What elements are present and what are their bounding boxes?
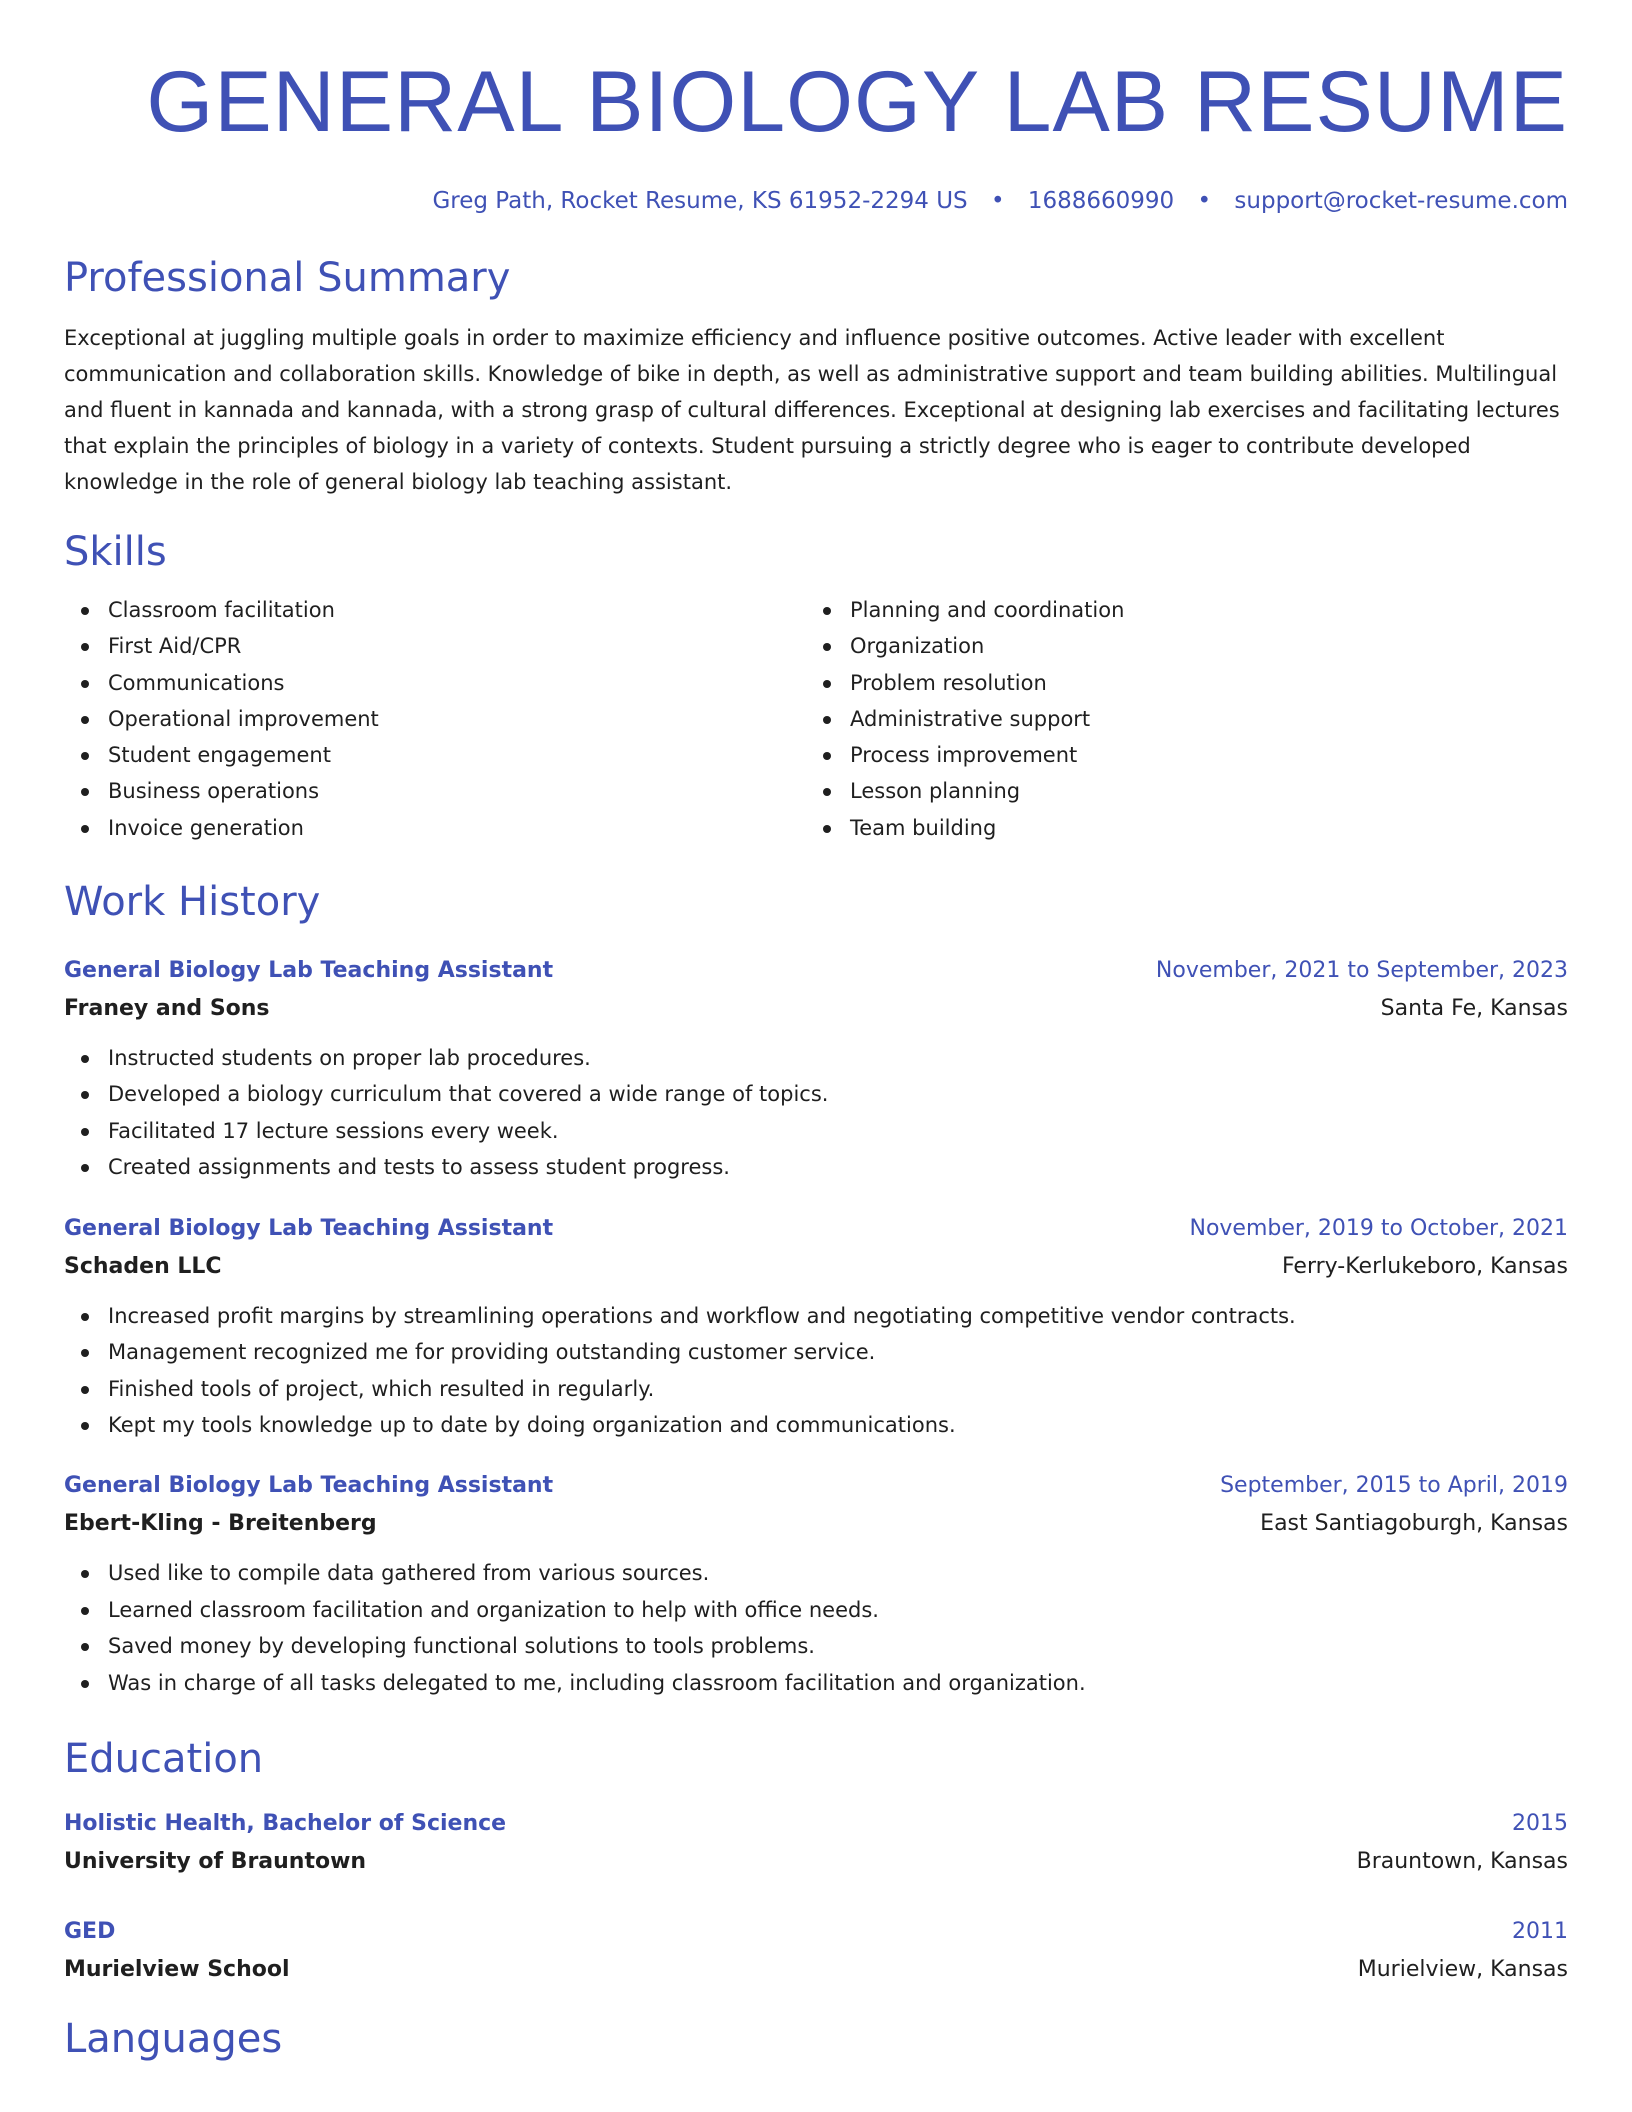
- skill-item: Classroom facilitation: [64, 592, 806, 628]
- job-duties: [64, 1040, 1568, 1186]
- job-dates: September, 2015 to April, 2019: [1220, 1473, 1568, 1499]
- contact-email: support@rocket-resume.com: [1234, 188, 1568, 214]
- job-duty: Facilitated 17 lecture sessions every week.: [64, 1113, 1568, 1149]
- job-duty: Management recognized me for providing outstanding customer service.: [64, 1334, 1568, 1370]
- job-company: Ebert-Kling - Breitenberg: [64, 1511, 377, 1537]
- education-entry: [64, 1913, 1568, 1989]
- graduation-year: 2011: [1512, 1918, 1568, 1944]
- education-heading: Education: [64, 1735, 264, 1782]
- skill-item: Business operations: [64, 773, 806, 809]
- job-title: General Biology Lab Teaching Assistant: [64, 1473, 554, 1499]
- contact-line: [64, 186, 1568, 216]
- school-location: Murielview, Kansas: [1357, 1956, 1568, 1982]
- job-dates: November, 2021 to September, 2023: [1155, 958, 1568, 984]
- resume-header: [64, 0, 1568, 216]
- languages-heading: Languages: [64, 2015, 283, 2062]
- skill-item: Administrative support: [806, 701, 1548, 737]
- job-company: Franey and Sons: [64, 996, 270, 1022]
- job-entry: [64, 952, 1568, 1186]
- job-dates: November, 2019 to October, 2021: [1189, 1215, 1568, 1241]
- job-duties: [64, 1298, 1568, 1444]
- job-location: East Santiagoburgh, Kansas: [1260, 1511, 1568, 1537]
- skill-item: Communications: [64, 665, 806, 701]
- job-duty: Instructed students on proper lab procedures.: [64, 1040, 1568, 1076]
- job-duty: Kept my tools knowledge up to date by doing organization and communications.: [64, 1407, 1568, 1443]
- resume-page: [64, 0, 1568, 2065]
- job-duty: Increased profit margins by streamlining operations and workflow and negotiating competitive vendor contracts.: [64, 1298, 1568, 1334]
- work-history-section: [64, 876, 1568, 1701]
- summary-text: Exceptional at juggling multiple goals in order to maximize efficiency and influence positive outcomes. Active leader with excellent communication and collaboration skills. Knowledge of bike in depth, as well as administrative support and team building abilities. Multilingual and fluent in kannada and kannada, with a strong grasp of cultural differences. Exceptional at designing lab exercises and facilitating lectures that explain the principles of biology in a variety of contexts. Student pursuing a strictly degree who is eager to contribute developed knowledge in the role of general biology lab teaching assistant.: [64, 326, 1560, 494]
- skill-item: First Aid/CPR: [64, 628, 806, 664]
- contact-separator: •: [990, 188, 1005, 214]
- skills-column-left: [64, 592, 806, 846]
- work-history-heading: Work History: [64, 879, 321, 926]
- skill-item: Organization: [806, 628, 1548, 664]
- job-duty: Used like to compile data gathered from various sources.: [64, 1555, 1568, 1591]
- skill-item: Team building: [806, 810, 1548, 846]
- summary-heading: Professional Summary: [64, 255, 511, 301]
- job-duty: Developed a biology curriculum that covered a wide range of topics.: [64, 1076, 1568, 1112]
- education-entry: [64, 1805, 1568, 1881]
- job-duty: Created assignments and tests to assess student progress.: [64, 1149, 1568, 1185]
- resume-title: GENERAL BIOLOGY LAB RESUME: [146, 54, 1568, 150]
- skill-item: Process improvement: [806, 737, 1548, 773]
- job-title: General Biology Lab Teaching Assistant: [64, 958, 554, 984]
- job-company: Schaden LLC: [64, 1253, 222, 1279]
- job-location: Santa Fe, Kansas: [1380, 996, 1568, 1022]
- skills-section: [64, 526, 1568, 846]
- skills-heading: Skills: [64, 529, 167, 575]
- job-location: Ferry-Kerlukeboro, Kansas: [1281, 1253, 1568, 1279]
- summary-section: [64, 252, 1568, 500]
- job-duty: Learned classroom facilitation and organization to help with office needs.: [64, 1592, 1568, 1628]
- job-title: General Biology Lab Teaching Assistant: [64, 1215, 554, 1241]
- skills-column-right: [806, 592, 1548, 846]
- skills-grid: [64, 592, 1568, 846]
- job-entry: [64, 1467, 1568, 1701]
- skill-item: Planning and coordination: [806, 592, 1548, 628]
- job-duty: Was in charge of all tasks delegated to me, including classroom facilitation and organization.: [64, 1665, 1568, 1701]
- school-name: University of Brauntown: [64, 1848, 367, 1874]
- education-section: [64, 1733, 1568, 1989]
- contact-phone: 1688660990: [1027, 188, 1175, 214]
- languages-section: [64, 2013, 1568, 2065]
- job-duty: Saved money by developing functional solutions to tools problems.: [64, 1628, 1568, 1664]
- school-name: Murielview School: [64, 1956, 290, 1982]
- degree-name: Holistic Health, Bachelor of Science: [64, 1810, 507, 1836]
- contact-separator: •: [1197, 188, 1212, 214]
- job-entry: [64, 1210, 1568, 1444]
- graduation-year: 2015: [1512, 1810, 1568, 1836]
- skill-item: Operational improvement: [64, 701, 806, 737]
- contact-address: Greg Path, Rocket Resume, KS 61952-2294 US: [432, 188, 968, 214]
- skill-item: Student engagement: [64, 737, 806, 773]
- job-duty: Finished tools of project, which resulted in regularly.: [64, 1371, 1568, 1407]
- skill-item: Invoice generation: [64, 810, 806, 846]
- skill-item: Lesson planning: [806, 773, 1548, 809]
- school-location: Brauntown, Kansas: [1356, 1848, 1568, 1874]
- job-duties: [64, 1555, 1568, 1701]
- degree-name: GED: [64, 1918, 116, 1944]
- skill-item: Problem resolution: [806, 665, 1548, 701]
